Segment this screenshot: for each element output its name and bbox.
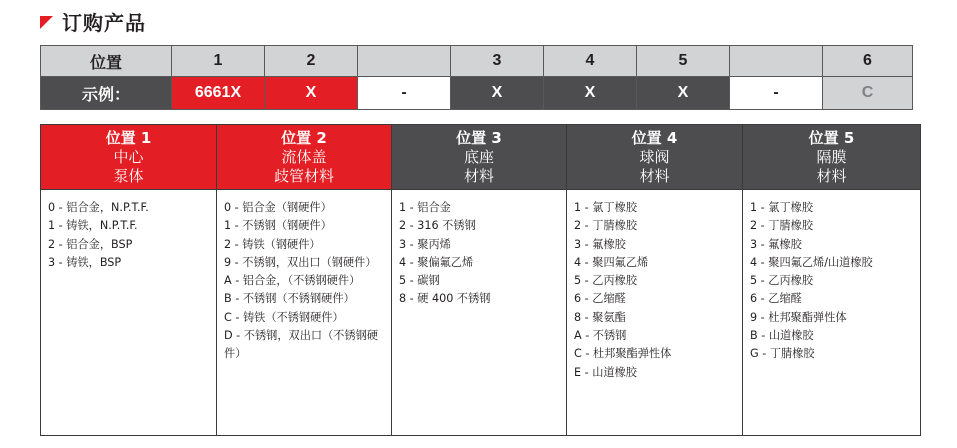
position-cell: 2	[265, 46, 358, 77]
option-item: C - 杜邦聚酯弹性体	[574, 347, 672, 361]
options-list-position-1	[41, 190, 217, 436]
header-position: 位置 5	[808, 128, 855, 147]
option-item: C - 铸铁（不锈钢硬件）	[224, 310, 344, 324]
header-position: 位置 1	[105, 128, 152, 147]
header-position: 位置 2	[281, 128, 327, 147]
option-item: 3 - 聚丙烯	[399, 237, 451, 251]
option-item: 2 - 铸铁（钢硬件）	[224, 237, 321, 251]
header-position: 位置 3	[456, 128, 502, 147]
option-item: A - 铝合金，（不锈钢硬件）	[224, 274, 361, 288]
section-title-text: 订购产品	[62, 10, 146, 35]
option-item: 8 - 聚氨酯	[574, 310, 626, 324]
header-material: 泵体	[113, 166, 144, 185]
example-label: 示例：	[41, 77, 172, 110]
option-item: 9 - 不锈钢，双出口（钢硬件）	[224, 255, 377, 269]
example-cell: -	[358, 77, 451, 110]
option-item: 1 - 铸铁，N.P.T.F.	[48, 219, 138, 233]
position-cell	[730, 46, 823, 77]
red-triangle-icon	[40, 16, 53, 29]
options-header-row	[41, 125, 921, 190]
options-body-row	[41, 190, 921, 436]
header-part: 底座	[463, 147, 494, 166]
option-item: 0 - 铝合金（钢硬件）	[224, 201, 332, 214]
option-item: 3 - 氟橡胶	[750, 237, 802, 251]
section-title	[40, 6, 146, 36]
header-material: 材料	[639, 166, 670, 185]
header-material: 材料	[463, 166, 494, 185]
options-header-position-1	[41, 125, 217, 190]
example-cell: C	[823, 77, 913, 110]
option-item: 6 - 乙缩醛	[750, 292, 802, 306]
option-item: B - 不锈钢（不锈钢硬件）	[224, 292, 355, 306]
option-item: 1 - 氯丁橡胶	[574, 201, 638, 214]
header-position: 位置 4	[631, 128, 678, 147]
option-item: D - 不锈钢，双出口（不锈钢硬件）	[224, 329, 379, 361]
options-header-position-5	[743, 125, 921, 190]
example-row	[41, 77, 913, 110]
option-item: A - 不锈钢	[574, 329, 627, 343]
options-header-position-2	[217, 125, 392, 190]
option-item: 1 - 铝合金	[399, 201, 451, 214]
position-row	[41, 46, 913, 77]
option-item: 3 - 铸铁，BSP	[48, 255, 122, 269]
option-item: 4 - 聚偏氟乙烯	[399, 255, 474, 269]
position-cell	[358, 46, 451, 77]
option-item: B - 山道橡胶	[750, 329, 814, 343]
position-label: 位置	[41, 46, 172, 77]
option-item: 1 - 氯丁橡胶	[750, 201, 814, 214]
option-item: 2 - 铝合金，BSP	[48, 237, 133, 251]
position-cell: 6	[823, 46, 913, 77]
header-material: 歧管材料	[273, 166, 334, 185]
header-material: 材料	[816, 166, 847, 185]
option-item: 8 - 硬 400 不锈钢	[399, 292, 491, 306]
position-cell: 1	[172, 46, 265, 77]
options-list-position-4	[567, 190, 743, 436]
position-cell: 4	[544, 46, 637, 77]
option-item: G - 丁腈橡胶	[750, 347, 815, 361]
option-item: 6 - 乙缩醛	[574, 292, 626, 306]
options-list-position-5	[743, 190, 921, 436]
option-item: 5 - 乙丙橡胶	[750, 274, 814, 288]
options-list-position-3	[392, 190, 567, 436]
options-list-position-2	[217, 190, 392, 436]
example-cell: X	[265, 77, 358, 110]
option-item: 3 - 氟橡胶	[574, 237, 626, 251]
option-item: E - 山道橡胶	[574, 365, 637, 379]
position-cell: 5	[637, 46, 730, 77]
options-table	[40, 124, 921, 436]
header-part: 中心	[113, 147, 144, 166]
example-cell: X	[544, 77, 637, 110]
header-part: 隔膜	[816, 147, 847, 166]
header-part: 球阀	[639, 147, 670, 166]
example-cell: -	[730, 77, 823, 110]
example-cell: X	[637, 77, 730, 110]
position-cell: 3	[451, 46, 544, 77]
option-item: 9 - 杜邦聚酯弹性体	[750, 310, 847, 324]
option-item: 5 - 碳钢	[399, 274, 440, 288]
header-part: 流体盖	[281, 147, 327, 166]
option-item: 4 - 聚四氟乙烯/山道橡胶	[750, 255, 873, 269]
option-item: 2 - 丁腈橡胶	[574, 219, 638, 233]
option-item: 4 - 聚四氟乙烯	[574, 255, 649, 269]
ordering-code-table	[40, 45, 913, 110]
option-item: 2 - 丁腈橡胶	[750, 219, 814, 233]
option-item: 2 - 316 不锈钢	[399, 219, 476, 233]
option-item: 0 - 铝合金，N.P.T.F.	[48, 201, 149, 214]
options-header-position-3	[392, 125, 567, 190]
example-cell: 6661X	[172, 77, 265, 110]
option-item: 1 - 不锈钢（钢硬件）	[224, 219, 332, 233]
option-item: 5 - 乙丙橡胶	[574, 274, 638, 288]
options-header-position-4	[567, 125, 743, 190]
example-cell: X	[451, 77, 544, 110]
